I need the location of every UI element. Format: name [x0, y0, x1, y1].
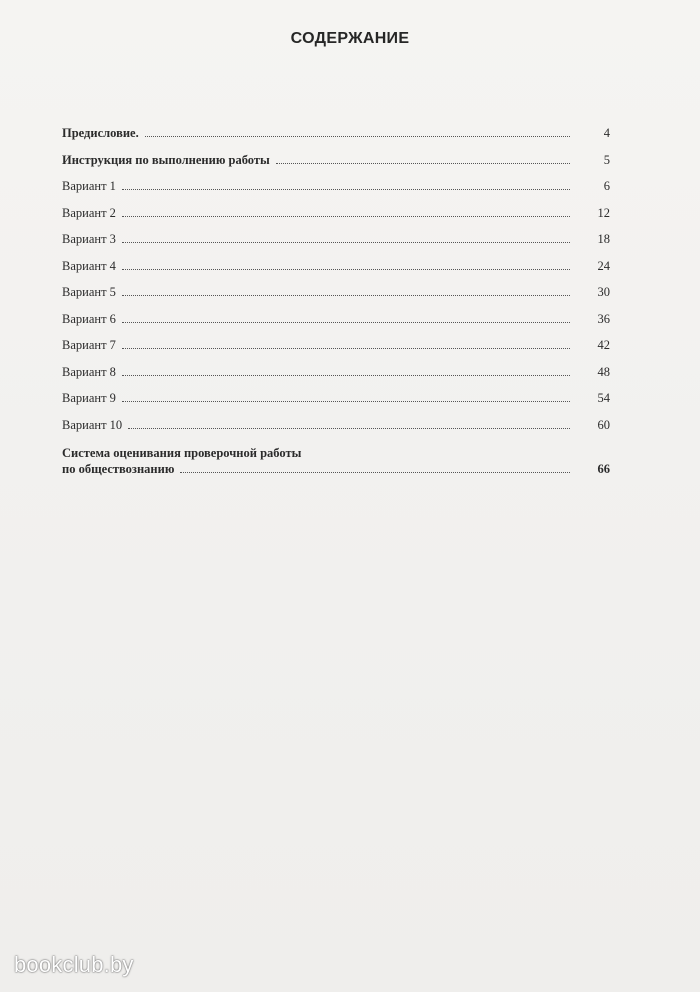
site-watermark: bookclub.by — [14, 952, 134, 977]
toc-entry — [62, 312, 610, 339]
toc-entry — [62, 179, 610, 206]
toc-page-number: 60 — [597, 417, 610, 432]
toc-entry — [62, 391, 610, 418]
toc-leader-dots — [122, 188, 570, 190]
toc-entry — [62, 232, 610, 259]
toc-entry — [62, 285, 610, 312]
toc-entry — [62, 418, 610, 445]
table-of-contents — [62, 126, 610, 480]
toc-leader-dots — [122, 268, 570, 270]
toc-entry-assessment-system — [62, 446, 610, 480]
toc-page-number: 48 — [597, 364, 610, 379]
toc-leader-dots — [145, 135, 570, 137]
toc-entry-label: Вариант 3 — [62, 232, 116, 246]
toc-leader-dots — [122, 400, 570, 402]
toc-leader-dots — [122, 374, 570, 376]
toc-entry-label: Предисловие. — [62, 126, 139, 140]
toc-entry — [62, 365, 610, 392]
toc-leader-dots — [122, 241, 570, 243]
toc-page-number: 54 — [597, 391, 610, 405]
toc-page-number: 6 — [603, 179, 610, 193]
toc-entry-label: Вариант 9 — [62, 391, 116, 405]
toc-page-number: 5 — [603, 152, 610, 167]
toc-page-number: 12 — [597, 205, 610, 220]
toc-page-number: 36 — [597, 311, 610, 326]
toc-entry — [62, 153, 610, 180]
toc-entry-label-line1: Система оценивания проверочной работы — [62, 446, 302, 460]
toc-page-number: 18 — [597, 232, 610, 246]
toc-entry-label: Вариант 8 — [62, 364, 116, 379]
toc-page-number: 24 — [597, 258, 610, 273]
toc-leader-dots — [122, 215, 570, 217]
toc-entry-label: Вариант 4 — [62, 258, 116, 273]
toc-leader-dots — [276, 162, 570, 164]
toc-entry-label: Вариант 6 — [62, 311, 116, 326]
toc-entry-label: Вариант 5 — [62, 285, 116, 299]
toc-page-number: 30 — [597, 285, 610, 299]
toc-leader-dots — [122, 321, 570, 323]
toc-entry — [62, 338, 610, 365]
toc-page-number: 42 — [597, 338, 610, 352]
toc-page-number: 66 — [597, 462, 610, 476]
toc-leader-dots — [122, 294, 570, 296]
toc-entry-label-line2: по обществознанию — [62, 462, 175, 476]
toc-page-number: 4 — [603, 126, 610, 140]
toc-entry-label: Вариант 2 — [62, 205, 116, 220]
toc-entry-label: Вариант 7 — [62, 338, 116, 352]
toc-entry-label: Инструкция по выполнению работы — [62, 152, 270, 167]
toc-leader-dots — [180, 471, 570, 473]
toc-entry-label: Вариант 10 — [62, 417, 123, 432]
toc-entry-label: Вариант 1 — [62, 179, 116, 193]
toc-leader-dots — [128, 427, 570, 429]
toc-entry — [62, 206, 610, 233]
toc-entry — [62, 126, 610, 153]
toc-entry — [62, 259, 610, 286]
page-title: СОДЕРЖАНИЕ — [290, 30, 410, 47]
toc-leader-dots — [122, 347, 570, 349]
